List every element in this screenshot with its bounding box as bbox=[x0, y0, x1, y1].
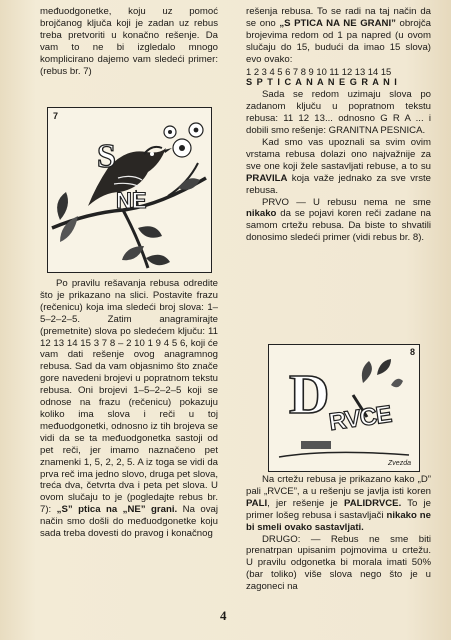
left-column-lower bbox=[40, 278, 218, 540]
rp3-a: Kad smo vas upoznali sa svim ovim vrstama rebusa dolazi ono najvažnije za sve one koji žele sastavljati rebuse, a to su bbox=[246, 136, 431, 172]
left-paragraph-2-text: Po pravilu rešavanja rebusa odredite što je prikazano na slici. Postavite frazu (rečenicu) koja ima sledeći broj slova: 1–5–2–2–5. Zatim anagramirajte (premetnite) slova po sledećem ključu: 11 12 13 14 15 3 7 8 – 2 10 1 9 4 5 6, koji će vam dati rešenje ovog anagramnog rebusa. Sad da vam objasnimo što znače gore navedeni brojevi u popratnom tekstu rebusa. Oni brojevi 1–5–2–2–5 koji se odnose na frazu (rečenicu) pokazuju koliko ima slova i reči u toj međuodgonetki, odnosno iz tih brojeva se vidi da se ta međuodgonetka sastoji od pet reči, jer imamo naznačeno pet znamenki 1, 5, 2, 2, 5. A iz toga se vidi da prva reč ima jedno slovo, druga pet slova, treća dva, četvrta dva i peta pet slova. U ovom slučaju to je (pogledajte rebus br. 7): bbox=[40, 278, 218, 516]
left-paragraph-2 bbox=[40, 278, 218, 540]
right-paragraph-3 bbox=[246, 137, 431, 197]
left-column bbox=[40, 6, 218, 77]
figure-number: 8 bbox=[409, 347, 415, 357]
rp5-e: To je primer lošeg rebusa i sastavljači bbox=[246, 497, 431, 521]
right-column-lower bbox=[246, 474, 431, 593]
rp4-c: da se pojavi koren reči zadane na samom crtežu rebusa. Da biste to shvatili donosimo sledeći primer (vidi rebus br. 8). bbox=[246, 208, 431, 244]
right-paragraph-6: DRUGO: — Rebus ne sme biti prenatrpan upisanim pojmovima u crtežu. U pravilu odgonetka bi morala imati 50% (bar toliko) više slova nego što je u zagoneci na bbox=[246, 533, 431, 593]
left-paragraph-1: međuodgonetke, koju uz pomoć brojčanog ključa koji je zadan uz rebus treba pretvoriti u konačno rešenje. Da vam to ne bi izgledalo mnogo komplicirano dajemo vam sledeći primer: (rebus br. 7) bbox=[40, 6, 218, 77]
rebus-letter-d: D bbox=[289, 364, 330, 426]
rp5-a: Na crtežu rebusa je prikazano kako „D” pali „RVCE”, a u rešenju se javlja isti koren bbox=[246, 474, 431, 497]
rp3-c: koja važe jednako za sve vrste rebusa. bbox=[246, 172, 431, 196]
right-paragraph-4 bbox=[246, 197, 431, 245]
rp3-rules: PRAVILA bbox=[246, 172, 288, 184]
rp4-bold: nikako bbox=[246, 208, 277, 220]
rp4-a: PRVO — U rebusu nema ne sme bbox=[262, 196, 431, 208]
rebus-letter-s: S bbox=[97, 138, 116, 175]
right-paragraph-2: Sada se redom uzimaju slova po zadanom ključu u popratnom tekstu rebusa: 11 12 13... odnosno G R A ... i dobili smo rešenje: GRANITNA PESNICA. bbox=[246, 89, 431, 137]
rp1-c: obrojča brojevima redom od 1 pa napred (u ovom slučaju do 15, budući da imao 15 slova) evo ovako: bbox=[246, 17, 431, 65]
rp5-c: , jer rešenje je bbox=[267, 497, 345, 509]
left-paragraph-2-end: Na ovaj način smo došli do međuodgonetke koju sada treba dovesti do pravog i konačnog bbox=[40, 504, 218, 540]
rebus-letters-ne: NE bbox=[116, 188, 147, 213]
right-column bbox=[246, 6, 431, 244]
rebus-letters-rvce: RVCE bbox=[327, 400, 393, 437]
rebus-figure-8 bbox=[268, 344, 420, 472]
rebus-figure-7 bbox=[47, 107, 212, 273]
right-paragraph-1 bbox=[246, 6, 431, 66]
numbers-line: 1 2 3 4 5 6 7 8 9 10 11 12 13 14 15 bbox=[246, 65, 392, 77]
intermediate-answer: „S” ptica na „NE” grani. bbox=[56, 504, 178, 516]
letters-line: S P T I C A N A N E G R A N I bbox=[246, 77, 398, 88]
figure-number: 7 bbox=[53, 111, 59, 121]
rp1-phrase: „S PTICA NA NE GRANI” bbox=[279, 17, 396, 29]
page-number: 4 bbox=[220, 608, 227, 623]
rp5-answer: PALIDRVCE. bbox=[344, 497, 402, 509]
rp1-a: rešenja rebusa. To se radi na taj način da se ono bbox=[246, 6, 431, 29]
rp5-bold: nikako ne bi smeli ovako sastavljati. bbox=[246, 509, 431, 533]
artist-signature: Zvezda bbox=[388, 460, 411, 467]
rp5-pali: PALI bbox=[246, 497, 268, 509]
right-paragraph-5 bbox=[246, 474, 431, 534]
